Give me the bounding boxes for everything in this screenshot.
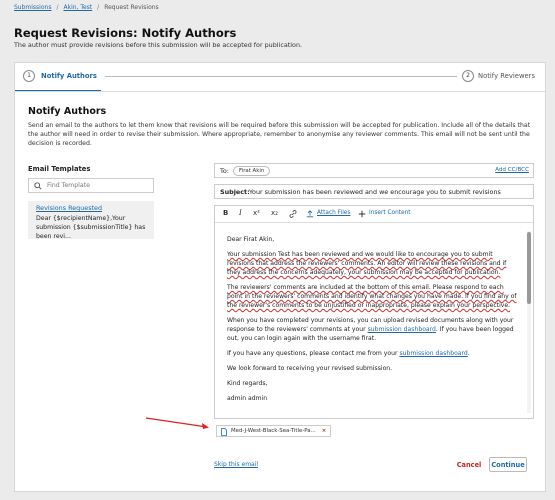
- email-paragraph: [227, 316, 517, 343]
- skip-email-link[interactable]: Skip this email: [214, 461, 259, 468]
- link-icon[interactable]: [289, 210, 297, 218]
- breadcrumb-submission[interactable]: Akin, Test: [63, 4, 93, 11]
- page-description: The author must provide revisions before this submission will be accepted for publication.: [14, 41, 303, 49]
- editor-scrollbar-thumb[interactable]: [527, 232, 531, 304]
- email-paragraph: Your submission Test has been reviewed and we would like to encourage you to submit revisions that address the reviewers' comments. An editor will review these revisions and if they address the concerns adequately, your submission may be accepted for publication.: [227, 251, 507, 276]
- email-text: . If you have been logged out, you can login again with the username firat.: [227, 326, 514, 342]
- file-icon: [221, 428, 227, 436]
- template-preview: Dear {$recipientName},Your submission {$submissionTitle} has been revi...: [36, 215, 146, 240]
- cancel-button[interactable]: Cancel: [455, 457, 483, 472]
- subscript-button[interactable]: x₂: [271, 209, 278, 217]
- breadcrumb-separator: /: [56, 4, 59, 11]
- email-paragraph: The reviewers' comments are included at the bottom of this email. Please respond to each point in the reviewers' comments and identify what changes you have made. If you find any of the reviewer's comments to be unjustified or inappropriate, please explain your perspective.: [227, 284, 517, 309]
- template-title-link[interactable]: Revisions Requested: [36, 204, 103, 212]
- section-title: Notify Authors: [28, 106, 107, 117]
- step-connector: [105, 76, 457, 77]
- breadcrumb-current: Request Revisions: [104, 4, 159, 11]
- main-panel: [14, 62, 546, 492]
- email-paragraph: [227, 349, 517, 358]
- template-card[interactable]: [28, 201, 154, 239]
- italic-button[interactable]: I: [239, 209, 242, 217]
- continue-button[interactable]: Continue: [489, 457, 527, 472]
- add-cc-bcc-link[interactable]: Add CC/BCC: [495, 167, 529, 173]
- editor-toolbar: [215, 206, 533, 223]
- search-icon: [34, 182, 42, 190]
- remove-attachment-icon[interactable]: ×: [321, 428, 327, 434]
- subject-field[interactable]: [214, 184, 534, 199]
- email-paragraph: Kind regards,: [227, 380, 268, 387]
- recipient-chip[interactable]: Firat Akin: [233, 166, 270, 176]
- step-number-1: 1: [23, 70, 35, 82]
- attachment-filename: Med-J-West-Black-Sea-Title-Pa...: [231, 428, 316, 434]
- email-text: When you have completed your revisions, you can upload revised documents along with your response to the reviewers' comments at your: [227, 317, 514, 333]
- attach-files-button[interactable]: Attach Files: [317, 210, 351, 216]
- template-search[interactable]: [28, 178, 154, 193]
- step-notify-authors[interactable]: Notify Authors: [41, 72, 97, 80]
- subject-input[interactable]: Your submission has been reviewed and we encourage you to submit revisions: [249, 188, 501, 196]
- to-label: To:: [220, 167, 229, 175]
- submission-dashboard-link[interactable]: submission dashboard: [367, 326, 436, 333]
- breadcrumb-separator: /: [97, 4, 100, 11]
- plus-icon: [358, 210, 366, 218]
- annotation-arrow-icon: [145, 415, 215, 431]
- email-body-content[interactable]: [227, 235, 517, 415]
- attachment-chip[interactable]: [216, 425, 331, 437]
- upload-icon: [306, 210, 314, 218]
- steps-divider: [15, 91, 545, 92]
- bold-button[interactable]: B: [223, 209, 229, 217]
- email-signature: admin admin: [227, 395, 268, 402]
- insert-content-button[interactable]: Insert Content: [369, 210, 411, 216]
- step-number-2: 2: [462, 70, 474, 82]
- page-title: Request Revisions: Notify Authors: [14, 26, 237, 40]
- section-description: Send an email to the authors to let them know that revisions will be required before this submission will be accepted for publication. Include all of the details that the author will need in order to revise their submission. Where appropriate, remember to anonymise any reviewer comments. This email will not be sent until the decision is recorded.: [28, 122, 531, 147]
- template-search-input[interactable]: [47, 180, 151, 191]
- step-indicator: [15, 63, 545, 91]
- subject-label: Subject:: [220, 188, 250, 196]
- superscript-button[interactable]: x²: [253, 209, 260, 217]
- submission-dashboard-link[interactable]: submission dashboard: [399, 350, 468, 357]
- breadcrumb-submissions[interactable]: Submissions: [14, 4, 52, 11]
- email-templates-heading: Email Templates: [28, 165, 91, 173]
- email-body-editor[interactable]: [214, 205, 534, 419]
- breadcrumb: [14, 4, 159, 11]
- to-field[interactable]: [214, 163, 534, 178]
- email-text: If you have any questions, please contact me from your: [227, 350, 400, 357]
- email-paragraph: We look forward to receiving your revised submission.: [227, 365, 393, 372]
- email-text: .: [467, 350, 470, 357]
- step-notify-reviewers[interactable]: Notify Reviewers: [478, 72, 536, 80]
- email-greeting: Dear Firat Akin,: [227, 236, 275, 243]
